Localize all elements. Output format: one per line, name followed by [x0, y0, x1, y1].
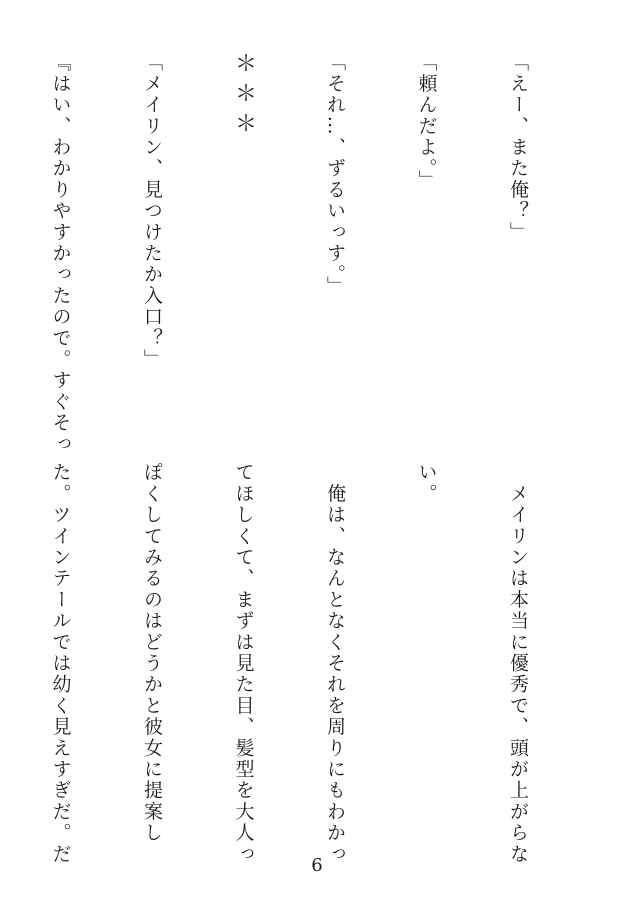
text-line: メイリンは本当に優秀で、頭が上がらな [507, 462, 529, 865]
top-text-block [0, 52, 594, 455]
page-number: 6 [311, 855, 323, 876]
text-line: 『はい、わかりやすかったので。すぐそっ [49, 52, 72, 455]
text-line: ぽくしてみるのはどうかと彼女に提案し [141, 462, 163, 844]
text-line: てほしくて、まずは見た目、髪型を大人っ [232, 462, 255, 865]
text-line: 「メイリン、見つけたか入口？」 [141, 52, 163, 370]
text-line: 「それ…、ずるいっす。」 [324, 52, 346, 297]
bottom-text-block [0, 462, 594, 865]
text-line: 俺は、なんとなくそれを周りにもわかっ [324, 462, 346, 865]
text-line: た。ツインテールでは幼く見えすぎだ。だ [49, 462, 72, 865]
scene-break: ＊＊＊ [231, 52, 257, 142]
text-line: 「頼んだよ。」 [415, 52, 438, 191]
text-line: い。 [415, 462, 438, 505]
text-line: 「えー、また俺？」 [507, 52, 529, 243]
